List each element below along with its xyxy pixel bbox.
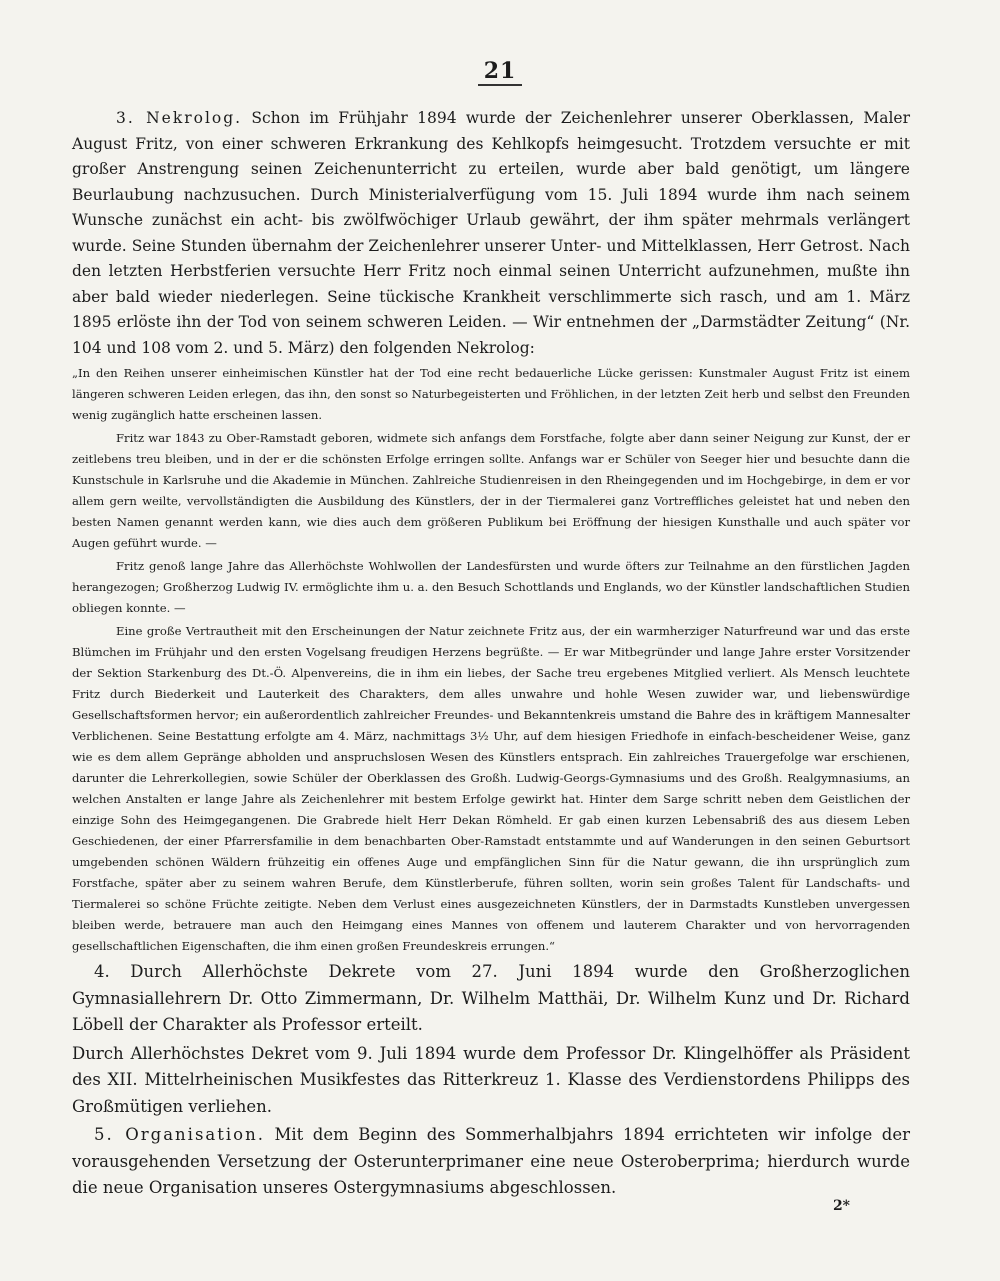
quote-paragraph: Fritz genoß lange Jahre das Allerhöchste Wohlwollen der Landesfürsten und wurde öfters zur Teilnahme an den fürstlichen Jagden herangezogen; Großherzog Ludwig IV. ermöglichte ihm u. a. den Besuch Schottlands und Englands, wo der Künstler landschaftlichen Studien obliegen konnte. — bbox=[72, 559, 910, 615]
quote-paragraph: „In den Reihen unserer einheimischen Künstler hat der Tod eine recht bedauerliche Lücke gerissen: Kunstmaler August Fritz ist einem längeren schweren Leiden erlegen, das ihn, den sonst so Naturbegeisterten und Fröhlichen, in der letzten Zeit herb und selbst den Freunden wenig zugänglich hatte erscheinen lassen. bbox=[72, 366, 910, 422]
nekrolog-paragraph bbox=[72, 106, 910, 361]
decree-paragraph: Durch Allerhöchstes Dekret vom 9. Juli 1894 wurde dem Professor Dr. Klingelhöffer als Präsident des XII. Mittelrheinischen Musikfestes das Ritterkreuz 1. Klasse des Verdienstordens Philipps des Großmütigen verliehen. bbox=[72, 1043, 910, 1116]
quote-paragraph: Eine große Vertrautheit mit den Erscheinungen der Natur zeichnete Fritz aus, der ein warmherziger Naturfreund war und das erste Blümchen im Frühjahr und den ersten Vogelsang freudigen Herzens begrüßte. — Er war Mitbegründer und lange Jahre erster Vorsitzender der Sektion Starkenburg des Dt.-Ö. Alpenvereins, die in ihm ein liebes, der Sache treu ergebenes Mitglied verliert. Als Mensch leuchtete Fritz durch Biederkeit und Lauterkeit des Charakters, dem alles unwahre und hohle Wesen zuwider war, und liebenswürdige Gesellschaftsformen hervor; ein außerordentlich zahlreicher Freundes- und Bekanntenkreis umstand die Bahre des in kräftigem Mannesalter Verblichenen. Seine Bestattung erfolgte am 4. März, nachmittags 3½ Uhr, auf dem hiesigen Friedhofe in einfach-bescheidener Weise, ganz wie es dem allem Gepränge abholden und anspruchslosen Wesen des Künstlers entsprach. Ein zahlreiches Trauergefolge war erschienen, darunter die Lehrerkollegien, sowie Schüler der Oberklassen des Großh. Ludwig-Georgs-Gymnasiums und des Großh. Realgymnasiums, an welchen Anstalten er lange Jahre als Zeichenlehrer mit bestem Erfolge gewirkt hat. Hinter dem Sarge schritt neben dem Geistlichen der einzige Sohn des Heimgegangenen. Die Grabrede hielt Herr Dekan Römheld. Er gab einen kurzen Lebensabriß des aus diesem Leben Geschiedenen, der einer Pfarrersfamilie in dem benachbarten Ober-Ramstadt entstammte und auf Wanderungen in den seinen Geburtsort umgebenden schönen Wäldern frühzeitig ein offenes Auge und empfänglichen Sinn für die Natur gewann, die ihn ursprünglich zum Forstfache, später aber zu seinem wahren Berufe, dem Künstlerberufe, führen sollten, worin sein großes Talent für Landschafts- und Tiermalerei so schöne Früchte zeitigte. Neben dem Verlust eines ausgezeichneten Künstlers, der in Darmstadts Kunstleben unvergessen bleiben werde, betrauere man auch den Heimgang eines Mannes von offenem und lauterem Charakter und von hervorragenden gesellschaftlichen Eigenschaften, die ihm einen großen Freundeskreis errungen.“ bbox=[72, 624, 910, 953]
page-content bbox=[72, 106, 910, 1202]
nekrolog-heading: 3. Nekrolog. bbox=[116, 109, 243, 127]
page-number: 21 bbox=[483, 58, 517, 84]
page-number-rule bbox=[478, 84, 522, 86]
signature-mark: 2* bbox=[832, 1198, 850, 1214]
nekrolog-text: Schon im Frühjahr 1894 wurde der Zeichenlehrer unserer Oberklassen, Maler August Fritz, von einer schweren Erkrankung des Kehlkopfs heimgesucht. Trotzdem versuchte er mit großer Anstrengung seinen Zeichenunterricht zu erteilen, wurde aber bald genötigt, um längere Beurlaubung nachzusuchen. Durch Ministerialverfügung vom 15. Juli 1894 wurde ihm nach seinem Wunsche zunächst ein acht- bis zwölfwöchiger Urlaub gewährt, der ihm später mehrmals verlängert wurde. Seine Stunden übernahm der Zeichenlehrer unserer Unter- und Mittelklassen, Herr Getrost. Nach den letzten Herbstferien versuchte Herr Fritz noch einmal seinen Unterricht aufzunehmen, mußte ihn aber bald wieder niederlegen. Seine tückische Krankheit verschlimmerte sich rasch, und am 1. März 1895 erlöste ihn der Tod von seinem schweren Leiden. — Wir entnehmen der „Darmstädter Zeitung“ (Nr. 104 und 108 vom 2. und 5. März) den folgenden Nekrolog: bbox=[72, 109, 910, 357]
organisation-heading: 5. Organisation. bbox=[94, 1125, 265, 1144]
quote-paragraph: Fritz war 1843 zu Ober-Ramstadt geboren, widmete sich anfangs dem Forstfache, folgte aber dann seiner Neigung zur Kunst, der er zeitlebens treu bleiben, und in der er die schönsten Erfolge erringen sollte. Anfangs war er Schüler von Seeger hier und besuchte dann die Kunstschule in Karlsruhe und die Akademie in München. Zahlreiche Studienreisen in den Rheingegenden und im Hochgebirge, in dem er vor allem gern weilte, vervollständigten die Ausbildung des Künstlers, der in der Tiermalerei ganz Vortreffliches geleistet hat und neben den besten Namen genannt werden kann, wie dies auch dem größeren Publikum bei Eröffnung der hiesigen Kunsthalle und auch später vor Augen geführt wurde. — bbox=[72, 431, 910, 550]
organisation-text: Mit dem Beginn des Sommerhalbjahrs 1894 errichteten wir infolge der vorausgehenden Versetzung der Osterunterprimaner eine neue Osteroberprima; hierdurch wurde die neue Organisation unseres Ostergymnasiums abgeschlossen. bbox=[72, 1125, 910, 1197]
organisation-paragraph bbox=[72, 1122, 910, 1202]
decree-paragraph: 4. Durch Allerhöchste Dekrete vom 27. Juni 1894 wurde den Großherzoglichen Gymnasiallehrern Dr. Otto Zimmermann, Dr. Wilhelm Matthäi, Dr. Wilhelm Kunz und Dr. Richard Löbell der Charakter als Professor erteilt. bbox=[72, 962, 910, 1034]
